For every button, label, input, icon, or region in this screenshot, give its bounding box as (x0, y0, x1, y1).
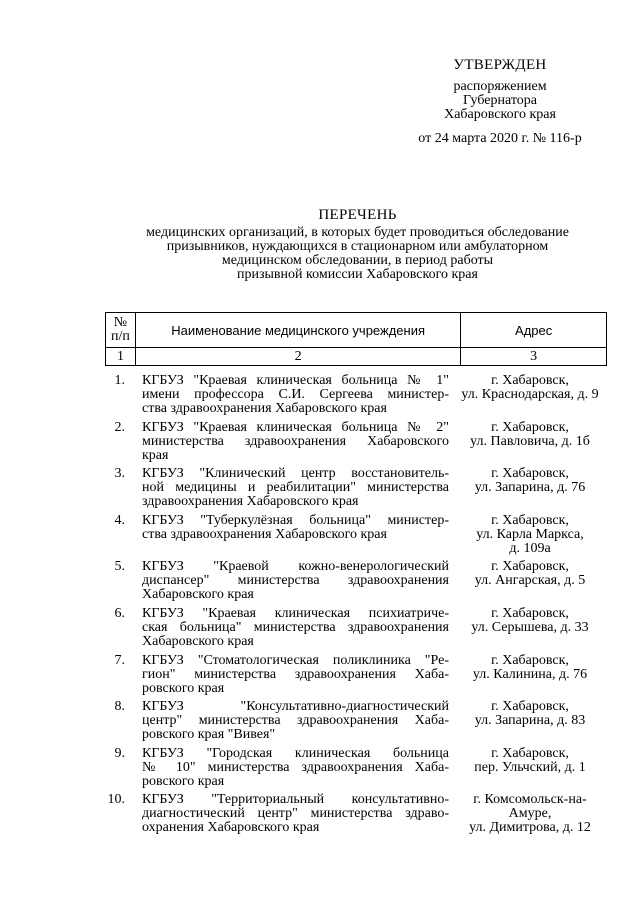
name-line: КГБУЗ "Краевой кожно-венерологический (142, 559, 449, 575)
address-line: ул. Калинина, д. 76 (472, 666, 588, 682)
name-line: КГБУЗ "Стоматологическая поликлиника "Ре- (142, 652, 449, 668)
address-line: г. Хабаровск, (491, 373, 569, 388)
address-line: г. Хабаровск, (491, 419, 569, 435)
row-address (451, 514, 609, 556)
row-institution-name (142, 747, 449, 789)
table-row (105, 558, 607, 605)
address-line: г. Хабаровск, (491, 652, 569, 668)
address-line: г. Хабаровск, (491, 512, 569, 528)
title-line: призывников, нуждающихся в стационарном или амбулаторном (166, 239, 549, 254)
row-address (451, 560, 609, 588)
address-line: ул. Серышева, д. 33 (471, 619, 589, 635)
name-line: КГБУЗ "Краевая клиническая больница № 1" (142, 373, 449, 388)
approval-line: Губернатора (462, 93, 538, 108)
address-line: д. 109а (509, 540, 551, 556)
address-line: г. Комсомольск-на- (473, 792, 587, 808)
row-address (451, 747, 609, 775)
row-number: 5. (114, 559, 125, 575)
row-address (451, 700, 609, 728)
address-line: г. Хабаровск, (491, 605, 569, 621)
name-line: Хабаровского края (142, 633, 254, 649)
name-line: здравоохранения Хабаровского края (142, 494, 359, 510)
table-row (105, 512, 607, 559)
row-number: 3. (114, 466, 125, 482)
header-num-line: п/п (111, 329, 130, 344)
name-line: КГБУЗ "Туберкулёзная больница" министер- (142, 512, 449, 528)
column-number: 1 (106, 348, 136, 366)
table-row (105, 419, 607, 466)
row-institution-name (142, 560, 449, 602)
row-institution-name (142, 607, 449, 649)
address-line: ул. Запарина, д. 83 (474, 713, 586, 729)
name-line: КГБУЗ "Клинический центр восстановитель- (142, 466, 449, 482)
title-heading: ПЕРЕЧЕНЬ (318, 207, 397, 223)
table-row (105, 745, 607, 792)
header-address: Адрес (461, 313, 607, 348)
table-row (105, 698, 607, 745)
name-line: КГБУЗ "Консультативно-диагностический (142, 699, 449, 715)
table-row (105, 605, 607, 652)
name-line: края (142, 447, 169, 463)
name-line: имени профессора С.И. Сергеева министер- (142, 387, 449, 402)
row-address (451, 654, 609, 682)
approval-line: Хабаровского края (444, 107, 556, 122)
address-line: г. Хабаровск, (491, 466, 569, 482)
name-line: Хабаровского края (142, 587, 254, 603)
name-line: диагностический центр" министерства здраво- (142, 806, 449, 822)
row-address (451, 793, 609, 835)
approval-date: от 24 марта 2020 г. № 116-р (418, 131, 582, 146)
document-title (120, 208, 595, 282)
table-row (105, 372, 607, 419)
row-institution-name (142, 467, 449, 509)
address-line: г. Хабаровск, (491, 745, 569, 761)
name-line: диспансер" министерства здравоохранения (142, 573, 449, 589)
address-line: г. Хабаровск, (491, 559, 569, 575)
row-number: 10. (107, 792, 125, 808)
name-line: ровского края (142, 680, 225, 696)
header-num (106, 313, 136, 348)
address-line: Амуре, (508, 806, 552, 822)
table-body (105, 372, 607, 838)
row-address (451, 467, 609, 495)
row-number: 1. (114, 373, 125, 388)
title-line: медицинских организаций, в которых будет проводиться обследование (146, 225, 569, 240)
name-line: ровского края (142, 773, 225, 789)
table-header (105, 312, 607, 366)
row-address (451, 421, 609, 449)
address-line: ул. Краснодарская, д. 9 (461, 387, 599, 402)
row-number: 2. (114, 419, 125, 435)
row-institution-name (142, 793, 449, 835)
name-line: КГБУЗ "Территориальный консультативно- (142, 792, 449, 808)
name-line: ства здравоохранения Хабаровского края (142, 401, 387, 416)
address-line: ул. Павловича, д. 1б (470, 433, 590, 449)
row-institution-name (142, 700, 449, 742)
title-line: медицинском обследовании, в период работы (221, 253, 494, 268)
header-num-line: № (113, 315, 128, 330)
row-institution-name (142, 421, 449, 463)
table-row (105, 465, 607, 512)
column-number: 2 (135, 348, 460, 366)
row-number: 7. (114, 652, 125, 668)
header-name: Наименование медицинского учреждения (135, 313, 460, 348)
row-address (451, 607, 609, 635)
approval-heading: УТВЕРЖДЕН (453, 57, 547, 73)
row-address (451, 374, 609, 402)
approval-block (400, 58, 600, 146)
row-institution-name (142, 374, 449, 416)
name-line: ной медицины и реабилитации" министерства (142, 480, 449, 496)
address-line: г. Хабаровск, (491, 699, 569, 715)
name-line: КГБУЗ "Краевая клиническая психиатриче- (142, 605, 449, 621)
name-line: министерства здравоохранения Хабаровского (142, 433, 449, 449)
row-number: 8. (114, 699, 125, 715)
name-line: центр" министерства здравоохранения Хаба- (142, 713, 449, 729)
address-line: ул. Карла Маркса, (476, 526, 584, 542)
table-row (105, 652, 607, 699)
name-line: ства здравоохранения Хабаровского края (142, 526, 387, 542)
address-line: ул. Димитрова, д. 12 (469, 820, 591, 836)
name-line: ровского края "Вивея" (142, 727, 276, 743)
name-line: гион" министерства здравоохранения Хаба- (142, 666, 449, 682)
row-number: 4. (114, 512, 125, 528)
column-number: 3 (461, 348, 607, 366)
name-line: КГБУЗ "Краевая клиническая больница № 2" (142, 419, 449, 435)
table-row (105, 791, 607, 838)
row-number: 6. (114, 605, 125, 621)
row-number: 9. (114, 745, 125, 761)
row-institution-name (142, 654, 449, 696)
address-line: пер. Ульчский, д. 1 (474, 759, 586, 775)
address-line: ул. Ангарская, д. 5 (474, 573, 586, 589)
approval-line: распоряжением (453, 79, 547, 94)
address-line: ул. Запарина, д. 76 (474, 480, 586, 496)
name-line: КГБУЗ "Городская клиническая больница (142, 745, 449, 761)
title-line: призывной комиссии Хабаровского края (237, 267, 478, 282)
row-institution-name (142, 514, 449, 542)
name-line: № 10" министерства здравоохранения Хаба- (142, 759, 449, 775)
name-line: ская больница" министерства здравоохранения (142, 619, 449, 635)
name-line: охранения Хабаровского края (142, 820, 320, 836)
